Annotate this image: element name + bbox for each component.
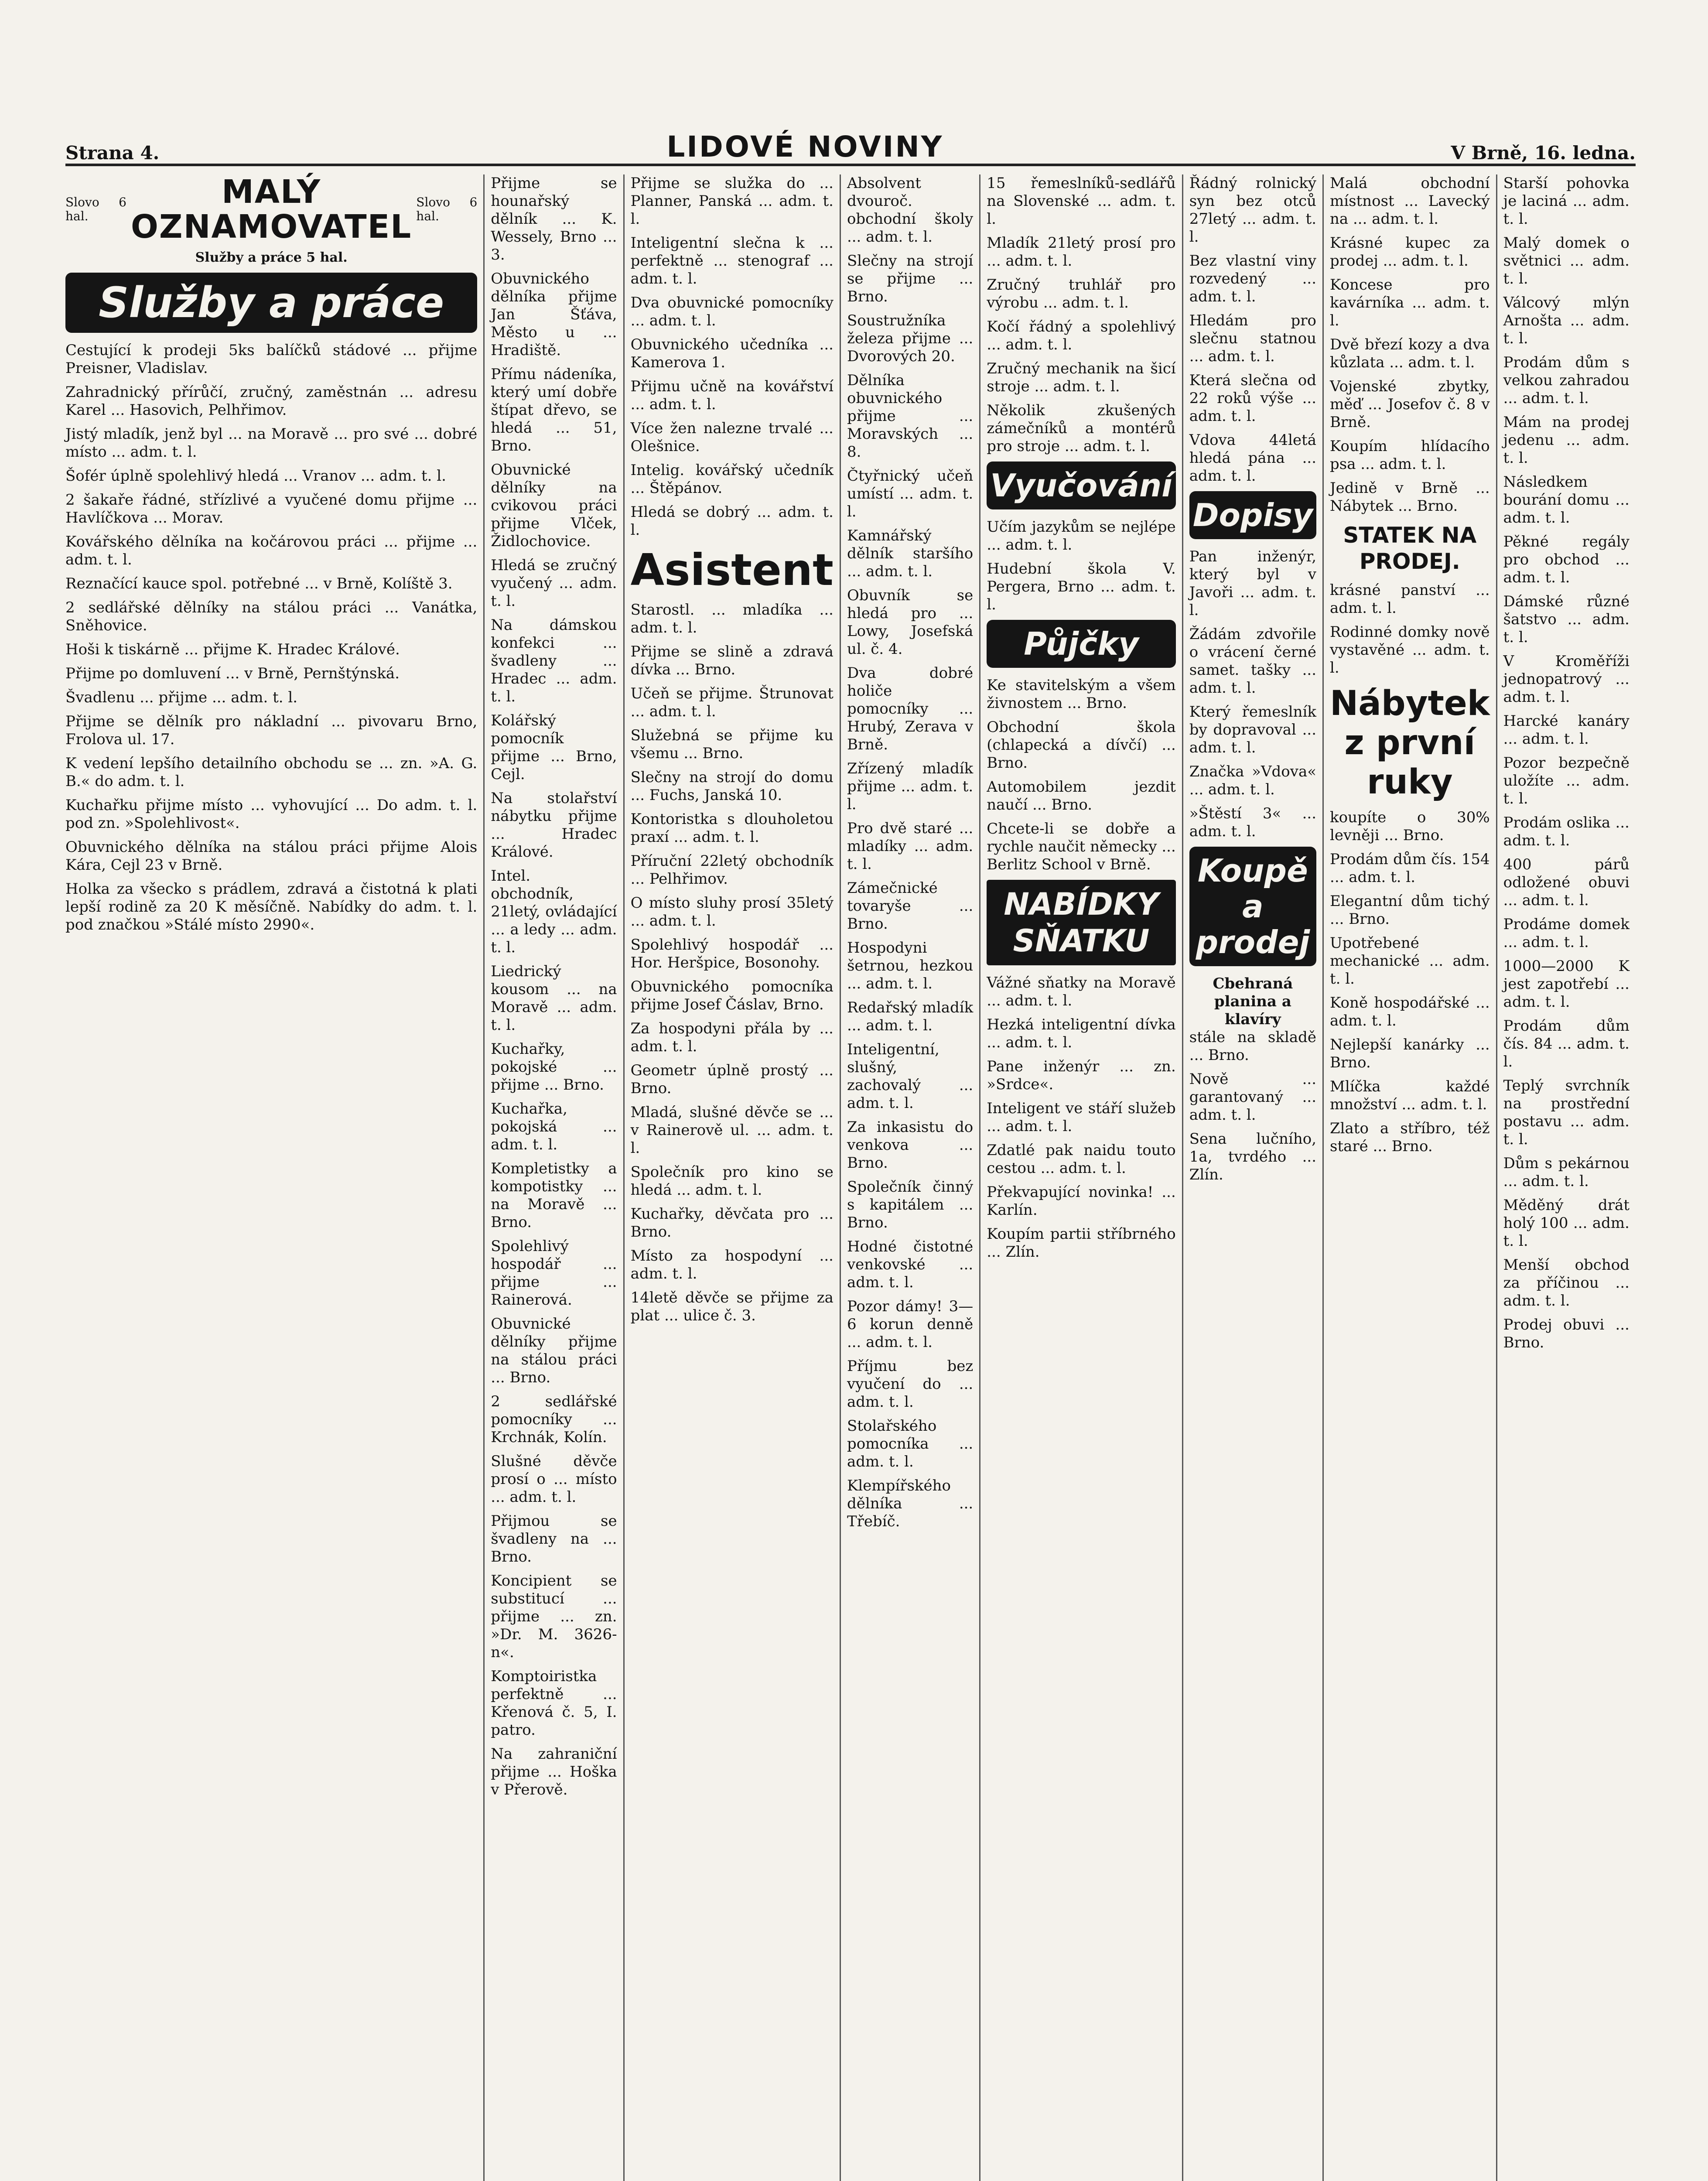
ad-item: Cestující k prodeji 5ks balíčků stádové ... přijme Preisner, Vladislav. — [65, 342, 478, 377]
oznamovatel-subtitle: Služby a práce 5 hal. — [195, 250, 348, 265]
ad-item: Vojenské zbytky, měď ... Josefov č. 8 v Brně. — [1330, 378, 1490, 431]
ad-item: Příruční 22letý obchodník ... Pelhřimov. — [630, 852, 834, 888]
ad-item: Kamnářský dělník staršího ... adm. t. l. — [847, 527, 974, 580]
ad-item: Koně hospodářské ... adm. t. l. — [1330, 994, 1490, 1029]
ad-item: Inteligentní slečna k ... perfektně ... stenograf ... adm. t. l. — [630, 234, 834, 287]
ad-item: 15 řemeslníků-sedlářů na Slovenské ... adm. t. l. — [987, 174, 1176, 228]
ad-item: Intelig. kovářský učedník ... Štěpánov. — [630, 461, 834, 497]
ad-item: Za inkasistu do venkova ... Brno. — [847, 1118, 974, 1172]
ad-item: Přímu nádeníka, který umí dobře štípat dřevo, se hledá ... 51, Brno. — [491, 366, 617, 455]
ad-item: Hledá se dobrý ... adm. t. l. — [630, 503, 834, 539]
heading-nabytek: Nábytek z první ruky — [1330, 684, 1490, 802]
oznamovatel-header — [65, 174, 477, 244]
oznamovatel-title: MALÝ OZNAMOVATEL — [131, 173, 412, 246]
ad-item: Pan inženýr, který byl v Javoři ... adm. t. l. — [1189, 548, 1317, 619]
ad-item: Dělníka obuvnického přijme ... Moravských ... 8. — [847, 372, 974, 461]
ad-item: Nejlepší kanárky ... Brno. — [1330, 1036, 1490, 1071]
ad-item: Mlíčka každé množství ... adm. t. l. — [1330, 1078, 1490, 1113]
ad-item: Soustružníka železa přijme ... Dvorových 20. — [847, 312, 974, 365]
ad-item: Kuchařku přijme místo ... vyhovující ... Do adm. t. l. pod zn. »Spolehlivost«. — [65, 797, 478, 832]
ad-item: Za hospodyni přála by ... adm. t. l. — [630, 1020, 834, 1055]
ad-item: Harcké kanáry ... adm. t. l. — [1503, 712, 1629, 748]
column-5 — [987, 174, 1183, 2181]
ad-item: Přijme se služka do ... Planner, Panská ... adm. t. l. — [630, 174, 834, 228]
ad-item: Bez vlastní viny rozvedený ... adm. t. l. — [1189, 252, 1317, 305]
ad-item: Měděný drát holý 100 ... adm. t. l. — [1503, 1196, 1629, 1250]
ad-item: Prodám dům čís. 154 ... adm. t. l. — [1330, 851, 1490, 886]
ad-item: Několik zkušených zámečníků a montérů pro stroje ... adm. t. l. — [987, 402, 1176, 455]
ad-item: Krásné kupec za prodej ... adm. t. l. — [1330, 234, 1490, 270]
ad-item: Obuvnické dělníky na cvikovou práci přijme Vlček, Židlochovice. — [491, 461, 617, 550]
ad-item: Hledám pro slečnu statnou ... adm. t. l. — [1189, 312, 1317, 365]
ad-item: Dámské různé šatstvo ... adm. t. l. — [1503, 593, 1629, 646]
ad-item: Stolařského pomocníka ... adm. t. l. — [847, 1417, 974, 1470]
section-box-koupe-prodej: Koupě a prodej — [1189, 847, 1316, 966]
ad-item: Slušné děvče prosí o ... místo ... adm. t. l. — [491, 1453, 617, 1506]
ad-item: koupíte o 30% levněji ... Brno. — [1330, 809, 1490, 844]
oznamovatel-price-right: Slovo 6 hal. — [416, 195, 478, 223]
ad-item: Obuvnického pomocníka přijme Josef Čáslav, Brno. — [630, 978, 834, 1013]
page-number: Strana 4. — [65, 142, 160, 164]
ad-item: Reznačící kauce spol. potřebné ... v Brně, Kolíště 3. — [65, 575, 453, 592]
newspaper-title: LIDOVÉ NOVINY — [666, 130, 944, 164]
ad-item: Klempířského dělníka ... Třebíč. — [847, 1477, 974, 1530]
section-box-nabidky-snatku: NABÍDKY SŇATKU — [987, 880, 1176, 965]
ad-item: Kompletistky a kompotistky ... na Moravě ... Brno. — [491, 1160, 617, 1231]
ad-item: Pro dvě staré ... mladíky ... adm. t. l. — [847, 820, 974, 873]
ad-item: Malý domek o světnici ... adm. t. l. — [1503, 234, 1629, 287]
ad-item: Obuvnického dělníka na stálou práci přijme Alois Kára, Cejl 23 v Brně. — [65, 838, 478, 874]
ad-item: Kovářského dělníka na kočárovou práci ... přijme ... adm. t. l. — [65, 533, 478, 568]
ad-item: Učím jazykům se nejlépe ... adm. t. l. — [987, 518, 1176, 554]
ad-item: Prodej obuvi ... Brno. — [1503, 1316, 1629, 1351]
ad-item: O místo sluhy prosí 35letý ... adm. t. l. — [630, 894, 834, 930]
ad-item: Slečny na strojí se přijme ... Brno. — [847, 252, 974, 305]
ad-item: Pěkné regály pro obchod ... adm. t. l. — [1503, 533, 1629, 586]
ad-item: Geometr úplně prostý ... Brno. — [630, 1062, 834, 1097]
oznamovatel-price-left: Slovo 6 hal. — [65, 195, 126, 223]
ad-item: Pozor dámy! 3—6 korun denně ... adm. t. l. — [847, 1298, 974, 1351]
page-header — [65, 111, 1636, 166]
ad-item: Ke stavitelským a všem živnostem ... Brno. — [987, 677, 1176, 712]
ad-item: Obuvník se hledá pro ... Lowy, Josefská ul. č. 4. — [847, 587, 974, 658]
ad-item: Služebná se přijme ku všemu ... Brno. — [630, 727, 834, 762]
heading-statek: STATEK NA PRODEJ. — [1343, 523, 1477, 574]
ad-item: Na dámskou konfekci ... švadleny ... Hradec ... adm. t. l. — [491, 616, 617, 705]
ad-item: Automobilem jezdit naučí ... Brno. — [987, 778, 1176, 814]
ad-item: Zahradnický přírůčí, zručný, zaměstnán ... adresu Karel ... Hasovich, Pelhřimov. — [65, 383, 478, 419]
ad-item: Učeň se přijme. Štrunovat ... adm. t. l. — [630, 685, 834, 720]
ad-item: Následkem bourání domu ... adm. t. l. — [1503, 473, 1629, 526]
ad-item: krásné panství ... adm. t. l. — [1330, 581, 1490, 617]
ad-item: 1000—2000 K jest zapotřebí ... adm. t. l. — [1503, 957, 1629, 1011]
ad-item: Upotřebené mechanické ... adm. t. l. — [1330, 934, 1490, 988]
section-box-dopisy: Dopisy — [1189, 491, 1316, 539]
ad-item: Která slečna od 22 roků výše ... adm. t. l. — [1189, 372, 1317, 425]
ad-item: Mladík 21letý prosí pro ... adm. t. l. — [987, 234, 1176, 270]
ad-item: V Kroměříži jednopatrový ... adm. t. l. — [1503, 653, 1629, 706]
subheading-planina: Cbehraná planina a klavíry — [1213, 975, 1293, 1028]
ad-item: Mám na prodej jedenu ... adm. t. l. — [1503, 414, 1629, 467]
section-box-pujcky: Půjčky — [987, 620, 1176, 668]
ad-item: Koncese pro kavárníka ... adm. t. l. — [1330, 276, 1490, 329]
ad-item: Zámečnické tovaryše ... Brno. — [847, 879, 974, 933]
ad-item: Koncipient se substitucí ... přijme ... zn. »Dr. M. 3626-n«. — [491, 1572, 617, 1661]
column-7 — [1330, 174, 1497, 2181]
ad-item: Přijme se slině a zdravá dívka ... Brno. — [630, 643, 834, 678]
ad-item: Elegantní dům tichý ... Brno. — [1330, 892, 1490, 928]
ad-item: 400 párů odložené obuvi ... adm. t. l. — [1503, 856, 1629, 909]
ad-item: Inteligentní, slušný, zachovalý ... adm. t. l. — [847, 1041, 974, 1112]
ad-list — [65, 342, 477, 934]
ad-item: 2 sedlářské pomocníky ... Krchnák, Kolín. — [491, 1393, 617, 1446]
column-2 — [491, 174, 624, 2181]
ad-item: Hezká inteligentní dívka ... adm. t. l. — [987, 1016, 1176, 1051]
ad-item: K vedení lepšího detailního obchodu se ... zn. »A. G. B.« do adm. t. l. — [65, 755, 478, 790]
ad-item: Místo za hospodyní ... adm. t. l. — [630, 1247, 834, 1282]
ad-item: 14letě děvče se přijme za plat ... ulice č. 3. — [630, 1289, 834, 1324]
ad-item: Hledá se zručný vyučený ... adm. t. l. — [491, 557, 617, 610]
ad-item: Přijmou se švadleny na ... Brno. — [491, 1512, 617, 1566]
section-box-sluzby: Služby a práce — [65, 273, 477, 333]
ad-item: Hudební škola V. Pergera, Brno ... adm. t. l. — [987, 560, 1176, 613]
column-8 — [1503, 174, 1636, 2181]
ad-item: Společník pro kino se hledá ... adm. t. l. — [630, 1163, 834, 1199]
ad-item: Přijme po domluvení ... v Brně, Pernštýnská. — [65, 665, 400, 682]
ad-item: Teplý svrchník na prostřední postavu ... adm. t. l. — [1503, 1077, 1629, 1148]
ad-item: Dům s pekárnou ... adm. t. l. — [1503, 1155, 1629, 1190]
ad-item: Šofér úplně spolehlivý hledá ... Vranov ... adm. t. l. — [65, 467, 446, 485]
ad-item: Zřízený mladík přijme ... adm. t. l. — [847, 760, 974, 813]
ad-item: Prodám oslika ... adm. t. l. — [1503, 814, 1629, 849]
ad-item: Zdatlé pak naidu touto cestou ... adm. t. l. — [987, 1142, 1176, 1177]
ad-item: Starostl. ... mladíka ... adm. t. l. — [630, 601, 834, 636]
ad-item: Přijme se hounařský dělník ... K. Wessely, Brno ... 3. — [491, 174, 617, 263]
ad-item: Chcete-li se dobře a rychle naučit německy ... Berlitz School v Brně. — [987, 820, 1176, 873]
ad-item: stále na skladě ... Brno. — [1189, 1029, 1317, 1064]
ad-item: Liedrický kousom ... na Moravě ... adm. t. l. — [491, 963, 617, 1034]
ad-item: Kuchařky, děvčata pro ... Brno. — [630, 1205, 834, 1241]
ad-item: 2 šakaře řádné, střízlivé a vyučené domu přijme ... Havlíčkova ... Morav. — [65, 491, 478, 526]
ad-item: Koupím hlídacího psa ... adm. t. l. — [1330, 438, 1490, 473]
ad-item: Kočí řádný a spolehlivý ... adm. t. l. — [987, 318, 1176, 353]
ad-item: Menší obchod za příčinou ... adm. t. l. — [1503, 1256, 1629, 1309]
ad-item: Prodáme domek ... adm. t. l. — [1503, 916, 1629, 951]
classified-columns — [65, 174, 1636, 2181]
ad-item: Hospodyni šetrnou, hezkou ... adm. t. l. — [847, 939, 974, 992]
ad-item: Holka za všecko s prádlem, zdravá a čistotná k plati lepší rodině za 20 K měsíčně. Nabídky do adm. t. l. pod značkou »Stálé místo 2990«. — [65, 880, 478, 933]
ad-item: Komptoiristka perfektně ... Křenová č. 5, I. patro. — [491, 1668, 617, 1739]
ad-item: Dva dobré holiče pomocníky ... Hrubý, Zerava v Brně. — [847, 664, 974, 753]
ad-item: Zlato a stříbro, též staré ... Brno. — [1330, 1120, 1490, 1155]
ad-item: Příjmu bez vyučení do ... adm. t. l. — [847, 1357, 974, 1411]
ad-item: Překvapující novinka! ... Karlín. — [987, 1183, 1176, 1219]
column-4 — [847, 174, 980, 2181]
section-box-vyucovani: Vyučování — [987, 461, 1176, 509]
ad-item: Přijmu učně na kovářství ... adm. t. l. — [630, 378, 834, 413]
ad-item: Redařský mladík ... adm. t. l. — [847, 999, 974, 1034]
ad-item: Značka »Vdova« ... adm. t. l. — [1189, 763, 1317, 798]
ad-item: Společník činný s kapitálem ... Brno. — [847, 1178, 974, 1231]
ad-item: Zručný mechanik na šicí stroje ... adm. t. l. — [987, 360, 1176, 395]
section-heading-asistent: Asistent — [630, 544, 834, 595]
ad-item: Švadlenu ... přijme ... adm. t. l. — [65, 689, 298, 706]
ad-item: Který řemeslník by dopravoval ... adm. t. l. — [1189, 703, 1317, 756]
ad-item: Prodám dům s velkou zahradou ... adm. t. l. — [1503, 354, 1629, 407]
ad-item: Válcový mlýn Arnošta ... adm. t. l. — [1503, 294, 1629, 347]
ad-item: Mladá, slušné děvče se ... v Rainerově ul. ... adm. t. l. — [630, 1104, 834, 1157]
ad-item: Starší pohovka je laciná ... adm. t. l. — [1503, 174, 1629, 228]
ad-item: Sena lučního, 1a, tvrdého ... Zlín. — [1189, 1130, 1317, 1183]
ad-item: Nově ... garantovaný ... adm. t. l. — [1189, 1070, 1317, 1124]
ad-item: Kuchařka, pokojská ... adm. t. l. — [491, 1100, 617, 1153]
ad-item: Zručný truhlář pro výrobu ... adm. t. l. — [987, 276, 1176, 311]
ad-item: Dva obuvnické pomocníky ... adm. t. l. — [630, 294, 834, 329]
ad-item: Rodinné domky nově vystavěné ... adm. t. l. — [1330, 623, 1490, 677]
ad-item: Obuvnického dělníka přijme Jan Šťáva, Město u ... Hradiště. — [491, 270, 617, 359]
ad-item: Na zahraniční přijme ... Hoška v Přerově. — [491, 1745, 617, 1798]
ad-item: Slečny na strojí do domu ... Fuchs, Janská 10. — [630, 769, 834, 804]
ad-item: Vážné sňatky na Moravě ... adm. t. l. — [987, 974, 1176, 1009]
ad-item: Dvě březí kozy a dva kůzlata ... adm. t. l. — [1330, 336, 1490, 371]
ad-item: Absolvent dvouroč. obchodní školy ... adm. t. l. — [847, 174, 974, 246]
ad-item: Na stolařství nábytku přijme ... Hradec Králové. — [491, 790, 617, 861]
ad-item: Spolehlivý hospodář ... Hor. Heršpice, Bosonohy. — [630, 936, 834, 971]
ad-item: Hoši k tiskárně ... přijme K. Hradec Králové. — [65, 641, 400, 658]
ad-item: 2 sedlářské dělníky na stálou práci ... Vanátka, Sněhovice. — [65, 599, 478, 634]
ad-item: Pozor bezpečně uložíte ... adm. t. l. — [1503, 754, 1629, 807]
column-1 — [65, 174, 485, 2181]
ad-item: Vdova 44letá hledá pána ... adm. t. l. — [1189, 431, 1317, 485]
column-3 — [631, 174, 841, 2181]
ad-item: Pane inženýr ... zn. »Srdce«. — [987, 1058, 1176, 1093]
ad-item: Obuvnické dělníky přijme na stálou práci ... Brno. — [491, 1315, 617, 1386]
ad-item: Intel. obchodník, 21letý, ovládající ... a ledy ... adm. t. l. — [491, 867, 617, 956]
ad-item: Více žen nalezne trvalé ... Olešnice. — [630, 420, 834, 455]
ad-item: Inteligent ve stáří služeb ... adm. t. l. — [987, 1100, 1176, 1135]
ad-item: »Štěstí 3« ... adm. t. l. — [1189, 805, 1317, 840]
ad-item: Kolářský pomocník přijme ... Brno, Cejl. — [491, 712, 617, 783]
ad-item: Obchodní škola (chlapecká a dívčí) ... Brno. — [987, 718, 1176, 772]
issue-date: V Brně, 16. ledna. — [1451, 142, 1636, 164]
ad-item: Žádám zdvořile o vrácení černé samet. tašky ... adm. t. l. — [1189, 626, 1317, 697]
ad-item: Kuchařky, pokojské ... přijme ... Brno. — [491, 1040, 617, 1094]
ad-item: Jedině v Brně ... Nábytek ... Brno. — [1330, 479, 1490, 515]
ad-item: Kontoristka s dlouholetou praxí ... adm. t. l. — [630, 810, 834, 846]
column-6 — [1189, 174, 1324, 2181]
ad-item: Čtyřnický učeň umístí ... adm. t. l. — [847, 467, 974, 520]
ad-item: Hodné čistotné venkovské ... adm. t. l. — [847, 1238, 974, 1291]
ad-item: Obuvnického učedníka ... Kamerova 1. — [630, 336, 834, 371]
ad-item: Jistý mladík, jenž byl ... na Moravě ... pro své ... dobré místo ... adm. t. l. — [65, 425, 478, 461]
ad-item: Prodám dům čís. 84 ... adm. t. l. — [1503, 1017, 1629, 1070]
ad-item: Přijme se dělník pro nákladní ... pivovaru Brno, Frolova ul. 17. — [65, 713, 478, 748]
ad-item: Spolehlivý hospodář ... přijme ... Rainerová. — [491, 1237, 617, 1309]
ad-item: Řádný rolnický syn bez otců 27letý ... adm. t. l. — [1189, 174, 1317, 246]
ad-item: Koupím partii stříbrného ... Zlín. — [987, 1225, 1176, 1261]
ad-item: Malá obchodní místnost ... Lavecký na ... adm. t. l. — [1330, 174, 1490, 228]
